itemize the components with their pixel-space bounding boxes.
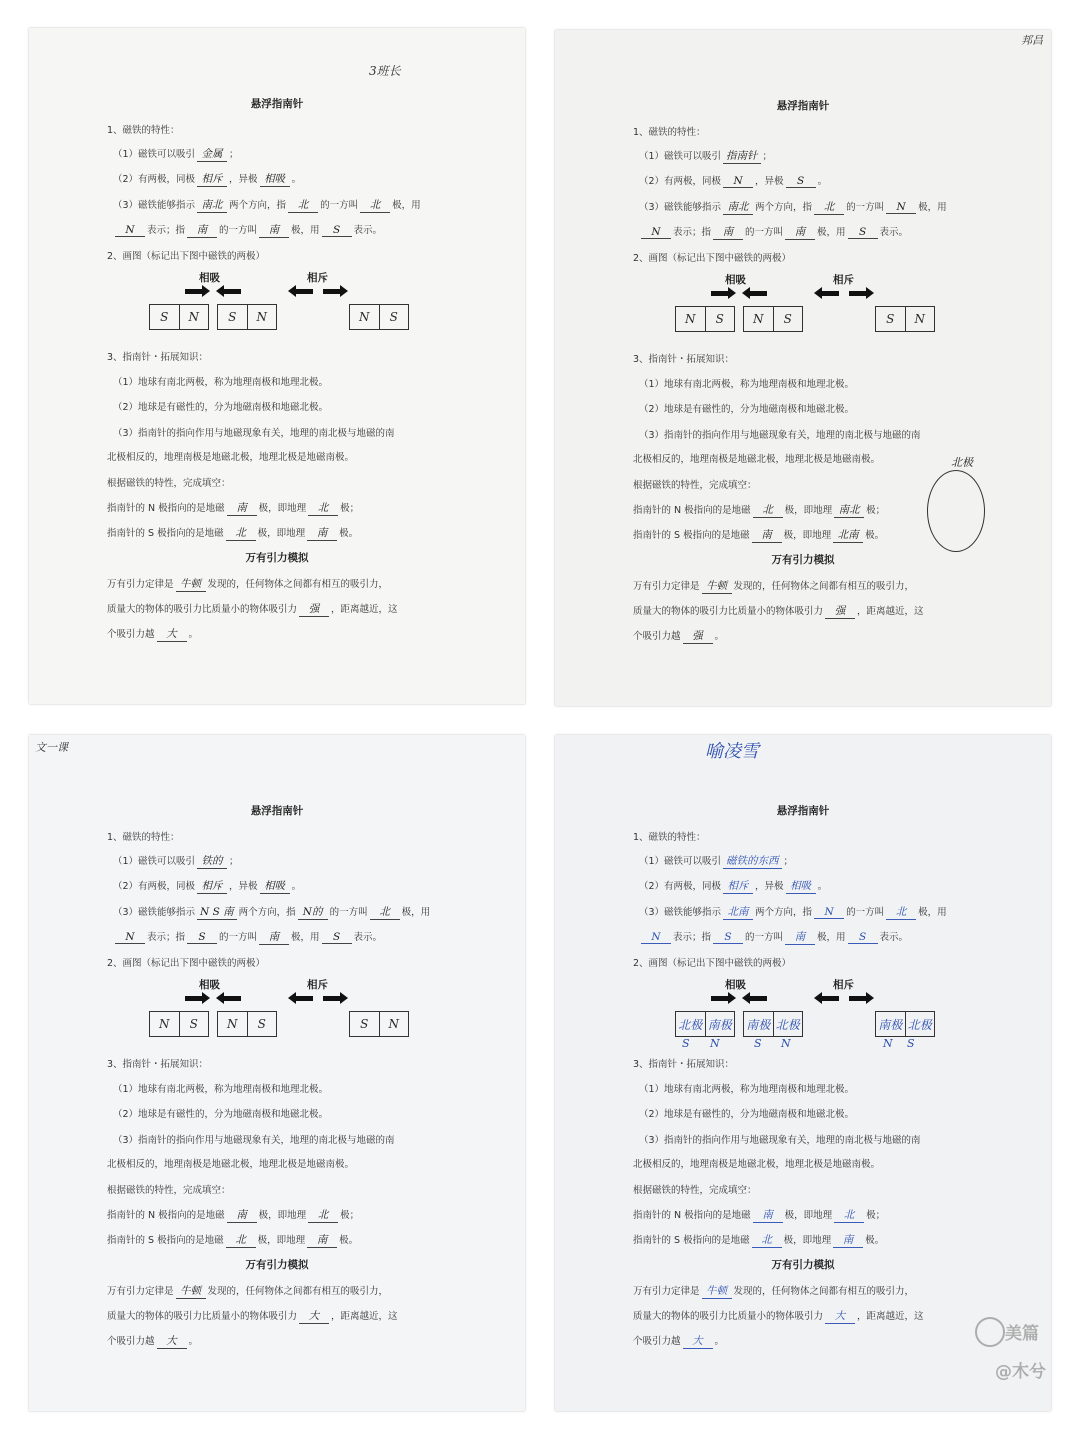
s-pole-line: 指南针的 S 极指向的是地磁 北 极，即地理 南 极。 [107, 1234, 359, 1246]
answer-field[interactable]: 南 [753, 1207, 783, 1223]
gravity-line: 万有引力定律是 牛顿 发现的，任何物体之间都有相互的吸引力， [633, 580, 915, 592]
answer-field[interactable]: 强 [299, 601, 329, 617]
magnet-pole: S [179, 1012, 209, 1036]
answer-field[interactable]: 南 [307, 1232, 337, 1248]
section-heading: 2、画图（标记出下图中磁铁的两极） [633, 253, 792, 264]
answer-field[interactable]: 北南 [723, 904, 753, 920]
knowledge-line: 北极相反的，地理南极是地磁北极，地理北极是地磁南极。 [633, 1159, 881, 1170]
gravity-line: 万有引力定律是 牛顿 发现的，任何物体之间都有相互的吸引力， [107, 578, 389, 590]
magnet-pole: S [247, 1012, 277, 1036]
answer-field[interactable]: 南 [752, 527, 782, 543]
answer-field[interactable]: 指南针 [723, 148, 761, 164]
arrow-left-icon [821, 291, 839, 296]
answer-field[interactable]: 北 [370, 904, 400, 920]
magnet-diagram [147, 975, 437, 1031]
answer-field[interactable]: 南 [259, 222, 289, 238]
answer-field[interactable]: 磁铁的东西 [723, 853, 782, 869]
knowledge-line: （3）指南针的指向作用与地磁现象有关，地理的南北极与地磁的南 [113, 1135, 395, 1146]
pole-letter: N [883, 1037, 893, 1050]
answer-field[interactable]: 牛顿 [702, 578, 732, 594]
answer-field[interactable]: 北 [308, 500, 338, 516]
magnet-bar[interactable] [149, 1011, 209, 1037]
section-heading: 1、磁铁的特性： [633, 832, 706, 843]
answer-field[interactable]: 北 [814, 199, 844, 215]
magnet-pole: S [773, 307, 803, 331]
magnet-bar[interactable] [675, 1011, 735, 1037]
magnet-pole: 北极 [905, 1012, 935, 1036]
q4-line: N 表示；指 南 的一方叫 南 极，用 S 表示。 [639, 224, 908, 240]
answer-field[interactable]: 南 [187, 222, 217, 238]
n-pole-line: 指南针的 N 极指向的是地磁 南 极，即地理 北 极； [107, 502, 360, 514]
answer-field[interactable]: N的 [298, 904, 328, 920]
answer-field[interactable]: 相斥 [197, 171, 227, 187]
answer-field[interactable]: 相斥 [723, 878, 753, 894]
sketch-label: 北极 [951, 456, 973, 469]
answer-field[interactable]: 南北 [834, 502, 864, 518]
answer-field[interactable]: 相吸 [260, 171, 290, 187]
worksheet-title: 悬浮指南针 [250, 98, 304, 110]
knowledge-line: （1）地球有南北两极，称为地理南极和地理北极。 [113, 1084, 329, 1095]
magnet-pole: 南极 [746, 1017, 771, 1032]
answer-field[interactable]: 北 [834, 1207, 864, 1223]
answer-field[interactable]: 大 [825, 1308, 855, 1324]
answer-field[interactable]: 铁的 [197, 853, 227, 869]
arrow-right-icon [323, 289, 341, 294]
arrow-right-icon [323, 996, 341, 1001]
gravity-line: 个吸引力越 大 。 [107, 1335, 199, 1347]
n-pole-line: 指南针的 N 极指向的是地磁 北 极，即地理 南北 极； [633, 504, 886, 516]
n-pole-line: 指南针的 N 极指向的是地磁 南 极，即地理 北 极； [633, 1209, 886, 1221]
worksheet-title: 悬浮指南针 [776, 100, 830, 112]
knowledge-line: （1）地球有南北两极，称为地理南极和地理北极。 [639, 379, 855, 390]
answer-field[interactable]: 南 [785, 929, 815, 945]
fill-intro: 根据磁铁的特性，完成填空： [107, 478, 231, 489]
answer-field[interactable]: 北 [288, 197, 318, 213]
knowledge-line: （3）指南针的指向作用与地磁现象有关，地理的南北极与地磁的南 [639, 1135, 921, 1146]
fill-intro: 根据磁铁的特性，完成填空： [107, 1185, 231, 1196]
magnet-pole: 北极 [678, 1017, 703, 1032]
arrow-right-icon [185, 289, 203, 294]
answer-field[interactable]: 相斥 [197, 878, 227, 894]
knowledge-line: （2）地球是有磁性的，分为地磁南极和地磁北极。 [639, 404, 855, 415]
magnet-bar[interactable] [349, 1011, 409, 1037]
arrow-right-icon [185, 996, 203, 1001]
arrow-right-icon [849, 291, 867, 296]
q2-line: （2）有两极，同极 相斥 ，异极 相吸 。 [113, 173, 302, 185]
gravity-line: 万有引力定律是 牛顿 发现的，任何物体之间都有相互的吸引力， [633, 1285, 915, 1297]
section-heading: 1、磁铁的特性： [107, 832, 180, 843]
answer-field[interactable]: N S 南 [197, 904, 237, 920]
worksheet-photo [555, 735, 1051, 1411]
answer-field[interactable]: N [886, 201, 916, 214]
knowledge-line: （2）地球是有磁性的，分为地磁南极和地磁北极。 [113, 1109, 329, 1120]
magnet-diagram [673, 975, 963, 1032]
gravity-line: 质量大的物体的吸引力比质量小的物体吸引力 强 ，距离越近，这 [633, 605, 924, 617]
magnet-pole: N [685, 312, 696, 326]
section-heading: 3、指南针・拓展知识： [633, 354, 735, 365]
answer-field[interactable]: N [115, 224, 145, 237]
section-heading: 2、画图（标记出下图中磁铁的两极） [633, 958, 792, 969]
arrow-left-icon [749, 291, 767, 296]
s-pole-line: 指南针的 S 极指向的是地磁 南 极，即地理 北南 极。 [633, 529, 885, 541]
watermark-logo-icon [975, 1317, 1005, 1347]
knowledge-line: （3）指南针的指向作用与地磁现象有关，地理的南北极与地磁的南 [639, 430, 921, 441]
answer-field[interactable]: 大 [157, 626, 187, 642]
gravity-line: 个吸引力越 强 。 [633, 630, 725, 642]
magnet-bar[interactable] [743, 1011, 803, 1037]
arrow-left-icon [223, 289, 241, 294]
magnet-pole: N [247, 305, 277, 329]
worksheet-photo [29, 28, 525, 704]
magnet-diagram [673, 270, 963, 326]
magnet-bar[interactable] [875, 1011, 935, 1037]
answer-field[interactable]: 南 [713, 224, 743, 240]
answer-field[interactable]: S [322, 224, 352, 237]
section-heading: 2、画图（标记出下图中磁铁的两极） [107, 251, 266, 262]
knowledge-line: （2）地球是有磁性的，分为地磁南极和地磁北极。 [639, 1109, 855, 1120]
answer-field[interactable]: 牛顿 [702, 1283, 732, 1299]
answer-field[interactable]: 大 [157, 1333, 187, 1349]
answer-field[interactable]: 北 [360, 197, 390, 213]
magnet-bar[interactable] [149, 304, 209, 330]
fill-intro: 根据磁铁的特性，完成填空： [633, 480, 757, 491]
magnet-pole: N [227, 1017, 238, 1031]
knowledge-line: 北极相反的，地理南极是地磁北极，地理北极是地磁南极。 [107, 452, 355, 463]
magnet-pole: N [379, 1012, 409, 1036]
q2-line: （2）有两极，同极 相斥 ，异极 相吸 。 [639, 880, 828, 892]
answer-field[interactable]: 南 [227, 1207, 257, 1223]
answer-field[interactable]: 相吸 [260, 878, 290, 894]
magnet-pole: S [705, 307, 735, 331]
answer-field[interactable]: S [848, 226, 878, 239]
q4-line: N 表示；指 S 的一方叫 南 极，用 S 表示。 [639, 929, 908, 945]
magnet-pole: S [160, 310, 169, 324]
watermark-user: @木兮 [995, 1362, 1046, 1382]
attract-label: 相吸 [199, 979, 220, 991]
answer-field[interactable]: N [641, 226, 671, 239]
repel-label: 相斥 [833, 979, 854, 991]
q3-line: （3）磁铁能够指示 南北 两个方向，指 北 的一方叫 N 极，用 [639, 201, 947, 213]
answer-field[interactable]: N [641, 931, 671, 944]
earth-sketch [927, 470, 985, 552]
gravity-line: 个吸引力越 大 。 [107, 628, 199, 640]
pole-letter: S [907, 1037, 915, 1050]
answer-field[interactable]: N [115, 931, 145, 944]
arrow-left-icon [295, 289, 313, 294]
answer-field[interactable]: 北 [226, 1232, 256, 1248]
magnet-pole: N [159, 1017, 170, 1031]
repel-label: 相斥 [307, 272, 328, 284]
answer-field[interactable]: S [322, 931, 352, 944]
answer-field[interactable]: S [786, 175, 816, 188]
arrow-left-icon [749, 996, 767, 1001]
q1-line: （1）磁铁可以吸引 铁的 ； [113, 855, 239, 867]
worksheet-title: 悬浮指南针 [250, 805, 304, 817]
n-pole-line: 指南针的 N 极指向的是地磁 南 极，即地理 北 极； [107, 1209, 360, 1221]
answer-field[interactable]: 南北 [723, 199, 753, 215]
q1-line: （1）磁铁可以吸引 磁铁的东西 ； [639, 855, 794, 867]
answer-field[interactable]: 强 [683, 628, 713, 644]
gravity-title: 万有引力模拟 [771, 1259, 835, 1271]
pole-letter: S [754, 1037, 762, 1050]
magnet-diagram [147, 268, 437, 324]
magnet-pole: S [360, 1017, 369, 1031]
knowledge-line: （3）指南针的指向作用与地磁现象有关，地理的南北极与地磁的南 [113, 428, 395, 439]
answer-field[interactable]: 北 [886, 904, 916, 920]
answer-field[interactable]: 南 [785, 224, 815, 240]
magnet-pole: S [886, 312, 895, 326]
magnet-bar[interactable] [217, 1011, 277, 1037]
answer-field[interactable]: N [723, 175, 753, 188]
answer-field[interactable]: 北 [308, 1207, 338, 1223]
section-heading: 3、指南针・拓展知识： [107, 352, 209, 363]
attract-label: 相吸 [199, 272, 220, 284]
attract-label: 相吸 [725, 979, 746, 991]
answer-field[interactable]: 南北 [197, 197, 227, 213]
worksheet-title: 悬浮指南针 [776, 805, 830, 817]
magnet-bar[interactable] [217, 304, 277, 330]
arrow-right-icon [711, 291, 729, 296]
q3-line: （3）磁铁能够指示 北南 两个方向，指 N 的一方叫 北 极，用 [639, 906, 947, 918]
q2-line: （2）有两极，同极 N ，异极 S 。 [639, 175, 828, 187]
gravity-line: 个吸引力越 大 。 [633, 1335, 725, 1347]
magnet-pole: N [179, 305, 209, 329]
q4-line: N 表示；指 S 的一方叫 南 极，用 S 表示。 [113, 929, 382, 945]
answer-field[interactable]: 北 [752, 1232, 782, 1248]
knowledge-line: 北极相反的，地理南极是地磁北极，地理北极是地磁南极。 [633, 454, 881, 465]
answer-field[interactable]: 北 [226, 525, 256, 541]
section-heading: 3、指南针・拓展知识： [107, 1059, 209, 1070]
gravity-title: 万有引力模拟 [245, 1259, 309, 1271]
knowledge-line: 北极相反的，地理南极是地磁北极，地理北极是地磁南极。 [107, 1159, 355, 1170]
worksheet-photo [555, 30, 1051, 706]
knowledge-line: （1）地球有南北两极，称为地理南极和地理北极。 [639, 1084, 855, 1095]
q1-line: （1）磁铁可以吸引 指南针 ； [639, 150, 773, 162]
repel-label: 相斥 [833, 274, 854, 286]
q3-line: （3）磁铁能够指示 南北 两个方向，指 北 的一方叫 北 极，用 [113, 199, 421, 211]
answer-field[interactable]: 北 [753, 502, 783, 518]
answer-field[interactable]: 北南 [833, 527, 863, 543]
q1-line: （1）磁铁可以吸引 金属 ； [113, 148, 239, 160]
magnet-pole: 北极 [773, 1012, 803, 1036]
magnet-bar[interactable] [675, 306, 735, 332]
gravity-line: 质量大的物体的吸引力比质量小的物体吸引力 大 ，距离越近，这 [633, 1310, 924, 1322]
answer-field[interactable]: 大 [683, 1333, 713, 1349]
answer-field[interactable]: 南 [259, 929, 289, 945]
gravity-title: 万有引力模拟 [771, 554, 835, 566]
pole-letter: S [682, 1037, 690, 1050]
arrow-right-icon [849, 996, 867, 1001]
answer-field[interactable]: N [814, 906, 844, 919]
knowledge-line: （1）地球有南北两极，称为地理南极和地理北极。 [113, 377, 329, 388]
section-heading: 3、指南针・拓展知识： [633, 1059, 735, 1070]
gravity-title: 万有引力模拟 [245, 552, 309, 564]
answer-field[interactable]: 牛顿 [176, 576, 206, 592]
answer-field[interactable]: S [848, 931, 878, 944]
answer-field[interactable]: S [187, 931, 217, 944]
corner-note: 邦昌 [1021, 34, 1043, 47]
watermark-app: 美篇 [1005, 1324, 1039, 1344]
answer-field[interactable]: 南 [833, 1232, 863, 1248]
answer-field[interactable]: 牛顿 [176, 1283, 206, 1299]
q2-line: （2）有两极，同极 相斥 ，异极 相吸 。 [113, 880, 302, 892]
gravity-line: 质量大的物体的吸引力比质量小的物体吸引力 大 ，距离越近，这 [107, 1310, 398, 1322]
answer-field[interactable]: 南 [307, 525, 337, 541]
answer-field[interactable]: 强 [825, 603, 855, 619]
repel-label: 相斥 [307, 979, 328, 991]
magnet-bar[interactable] [349, 304, 409, 330]
q4-line: N 表示；指 南 的一方叫 南 极，用 S 表示。 [113, 222, 382, 238]
gravity-line: 万有引力定律是 牛顿 发现的，任何物体之间都有相互的吸引力， [107, 1285, 389, 1297]
magnet-pole: S [228, 310, 237, 324]
section-heading: 1、磁铁的特性： [107, 125, 180, 136]
section-heading: 2、画图（标记出下图中磁铁的两极） [107, 958, 266, 969]
pole-letter: N [710, 1037, 720, 1050]
section-heading: 1、磁铁的特性： [633, 127, 706, 138]
arrow-left-icon [223, 996, 241, 1001]
magnet-pole: N [905, 307, 935, 331]
corner-note: 3班长 [369, 64, 401, 78]
answer-field[interactable]: 金属 [197, 146, 227, 162]
fill-intro: 根据磁铁的特性，完成填空： [633, 1185, 757, 1196]
answer-field[interactable]: 大 [299, 1308, 329, 1324]
magnet-pole: 南极 [878, 1017, 903, 1032]
arrow-left-icon [295, 996, 313, 1001]
magnet-bar[interactable] [743, 306, 803, 332]
answer-field[interactable]: 南 [227, 500, 257, 516]
corner-note: 喻凌雪 [705, 741, 759, 762]
magnet-pole: N [753, 312, 764, 326]
gravity-line: 质量大的物体的吸引力比质量小的物体吸引力 强 ，距离越近，这 [107, 603, 398, 615]
knowledge-line: （2）地球是有磁性的，分为地磁南极和地磁北极。 [113, 402, 329, 413]
answer-field[interactable]: 相吸 [786, 878, 816, 894]
answer-field[interactable]: S [713, 931, 743, 944]
magnet-pole: 南极 [705, 1012, 735, 1036]
pole-letter: N [781, 1037, 791, 1050]
magnet-pole: S [379, 305, 409, 329]
magnet-bar[interactable] [875, 306, 935, 332]
attract-label: 相吸 [725, 274, 746, 286]
arrow-left-icon [821, 996, 839, 1001]
arrow-right-icon [711, 996, 729, 1001]
s-pole-line: 指南针的 S 极指向的是地磁 北 极，即地理 南 极。 [107, 527, 359, 539]
worksheet-photo [29, 735, 525, 1411]
magnet-pole: N [359, 310, 370, 324]
q3-line: （3）磁铁能够指示 N S 南 两个方向，指 N的 的一方叫 北 极，用 [113, 906, 431, 918]
corner-note: 文一课 [35, 741, 68, 754]
s-pole-line: 指南针的 S 极指向的是地磁 北 极，即地理 南 极。 [633, 1234, 885, 1246]
